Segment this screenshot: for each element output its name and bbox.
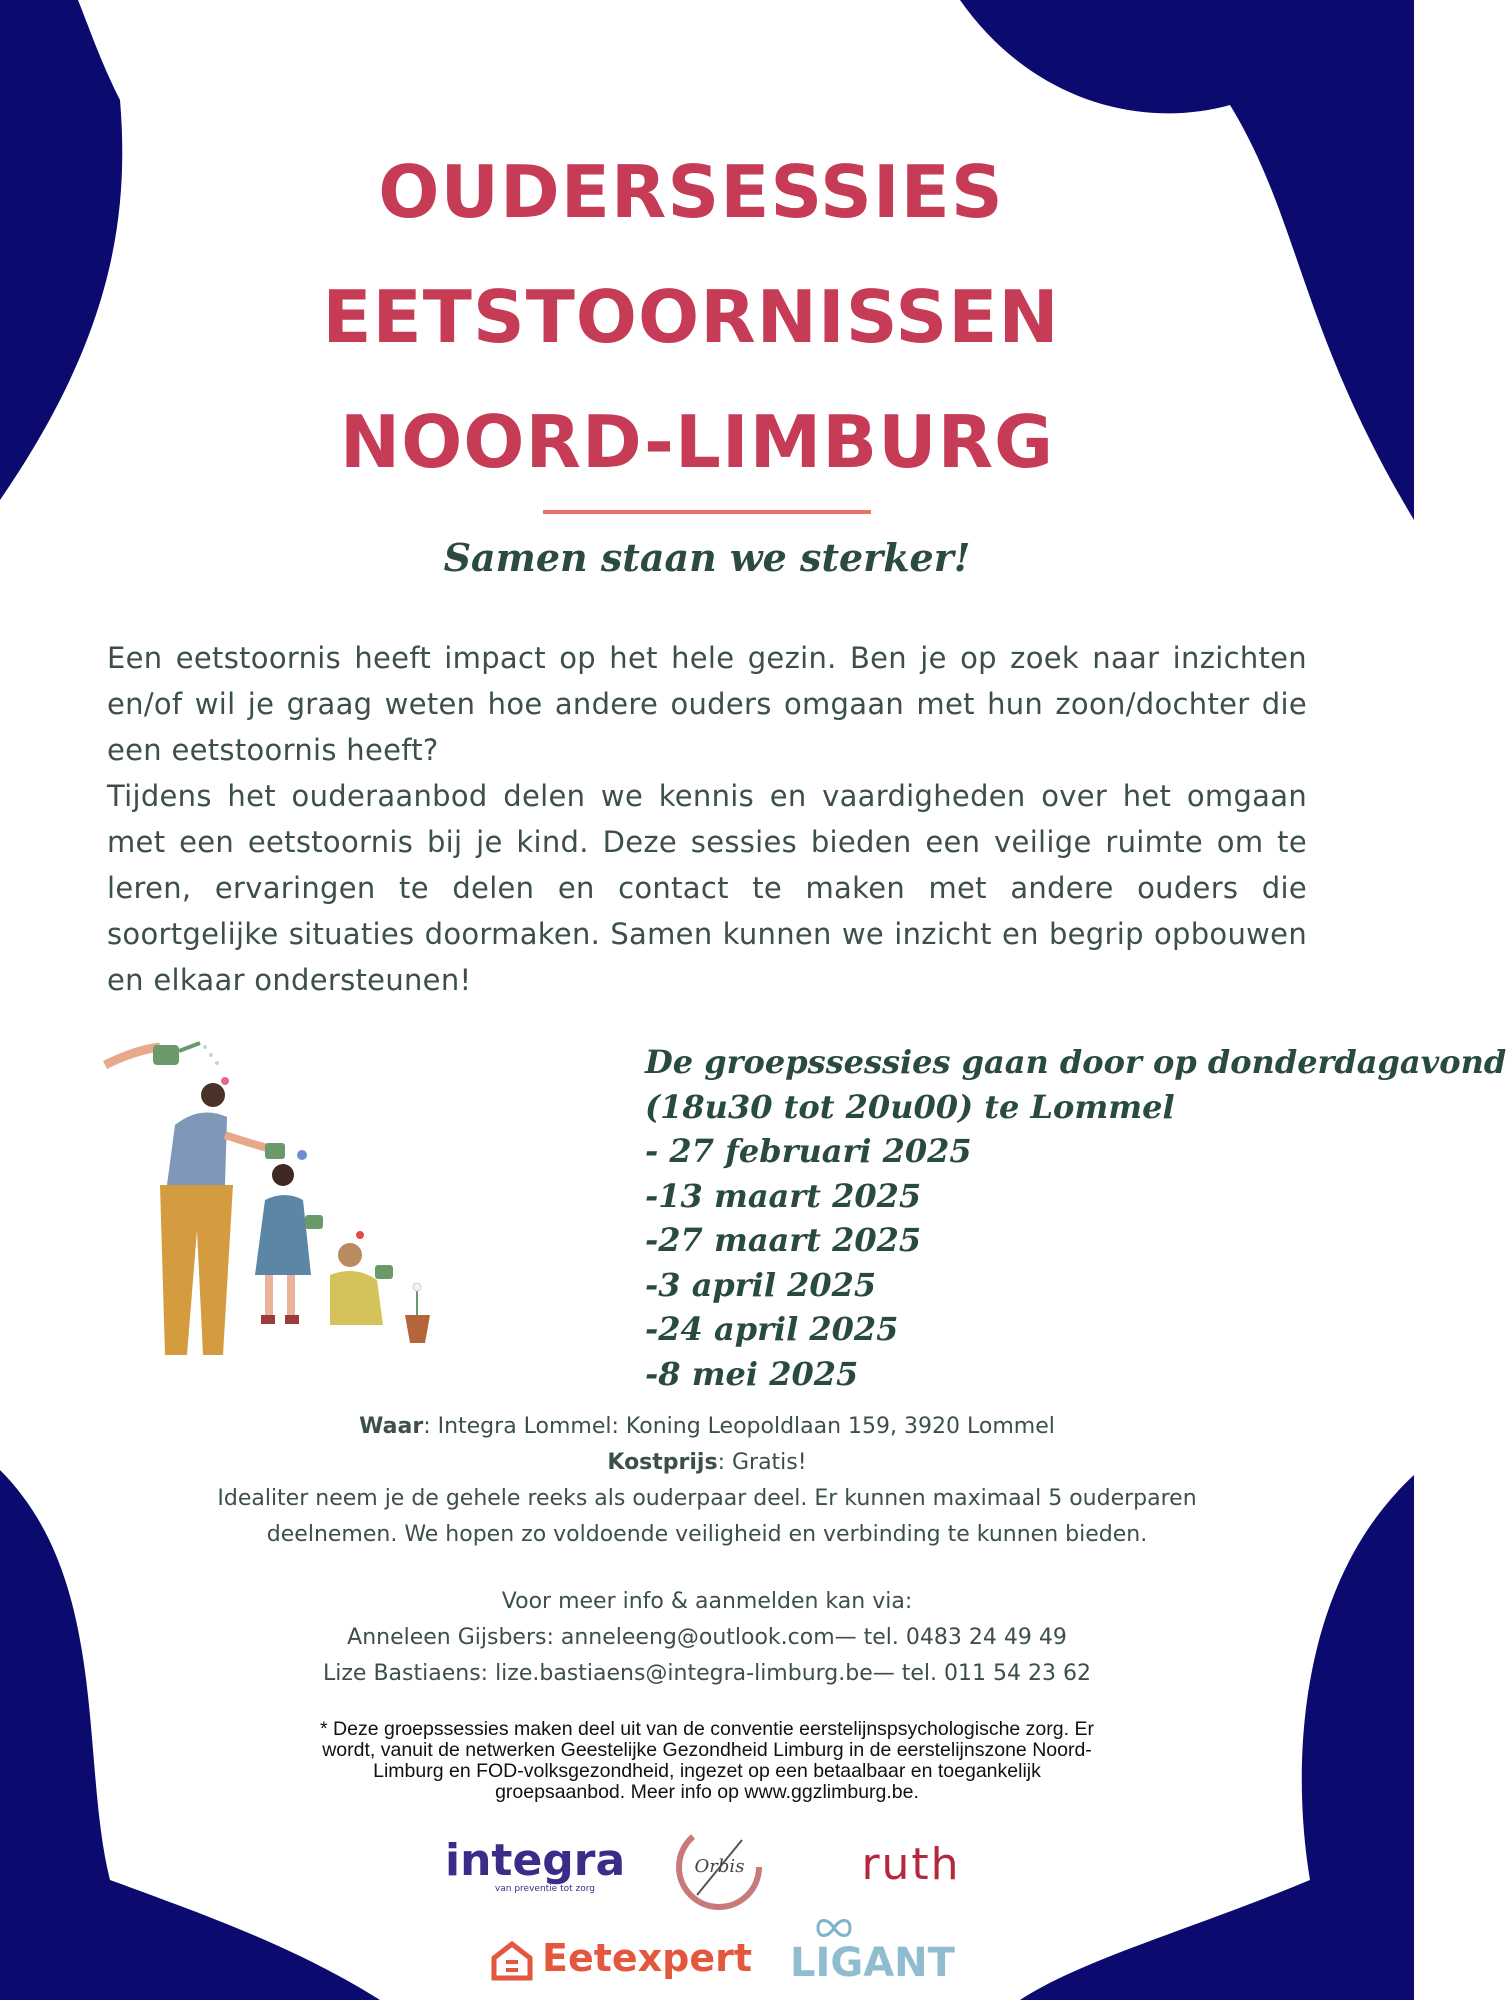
ligant-logo <box>790 1918 955 1990</box>
title-line-3: NOORD-LIMBURG <box>339 400 1055 484</box>
ruth-logo-text: ruth <box>861 1839 961 1890</box>
session-date: -24 april 2025 <box>645 1310 899 1348</box>
eetexpert-logo <box>490 1930 753 1990</box>
location-row <box>0 1409 1414 1445</box>
contact-info <box>0 1584 1414 1692</box>
title-line-2: EETSTOORNISSEN <box>322 275 1060 359</box>
footnote-line-4: groepsaanbod. Meer info op www.ggzlimburg.be. <box>495 1781 919 1803</box>
intro-text <box>107 635 1307 1003</box>
session-date: -8 mei 2025 <box>645 1354 859 1393</box>
house-icon <box>490 1938 534 1982</box>
cost-row <box>0 1445 1414 1481</box>
contact-intro: Voor meer info & aanmelden kan via: <box>501 1589 913 1614</box>
contact-person-2: Lize Bastiaens: lize.bastiaens@integra-limburg.be— tel. 011 54 23 62 <box>323 1661 1091 1686</box>
title-line-1: OUDERSESSIES <box>378 150 1004 234</box>
intro-paragraph-1: Een eetstoornis heeft impact op het hele gezin. Ben je op zoek naar inzichten en/of wil je graag weten hoe andere ouders omgaan met hun zoon/dochter die een eetstoornis heeft? <box>107 641 1307 767</box>
orbis-logo-text: Orbis <box>694 1856 745 1877</box>
footnote-line-1: * Deze groepssessies maken deel uit van de conventie eerstelijnspsychologische zorg. Er <box>320 1718 1094 1740</box>
session-date: -3 april 2025 <box>645 1265 877 1304</box>
orbis-logo <box>672 1820 767 1915</box>
footnote-line-3: Limburg en FOD-volksgezondheid, ingezet op een betaalbaar en toegankelijk <box>373 1760 1041 1782</box>
session-date: - 27 februari 2025 <box>645 1132 972 1170</box>
sessions-heading-line-2: (18u30 tot 20u00) te Lommel <box>645 1087 1175 1126</box>
family-watering-illustration <box>105 1025 455 1365</box>
ruth-logo <box>855 1835 967 1903</box>
title-divider <box>543 510 871 514</box>
subtitle: Samen staan we sterker! <box>443 535 971 580</box>
participation-note-line-2: deelnemen. We hopen zo voldoende veiligheid en verbinding te kunnen bieden. <box>266 1522 1148 1547</box>
cost-label: Kostprijs <box>607 1450 718 1475</box>
infinity-icon <box>814 1918 854 1938</box>
integra-logo-text: integra <box>445 1835 626 1886</box>
cost-value: : Gratis! <box>717 1450 807 1475</box>
contact-person-1: Anneleen Gijsbers: anneleeng@outlook.com— tel. 0483 24 49 49 <box>347 1625 1067 1650</box>
session-schedule <box>645 1040 1506 1396</box>
footnote <box>240 1719 1174 1803</box>
footnote-line-2: wordt, vanuit de netwerken Geestelijke Gezondheid Limburg in de eerstelijnszone Noord- <box>322 1739 1092 1761</box>
intro-paragraph-2: Tijdens het ouderaanbod delen we kennis en vaardigheden over het omgaan met een eetstoornis bij je kind. Deze sessies bieden een veilige ruimte om te leren, ervaringen te delen en contact te maken met andere ouders die soortgelijke situaties doormaken. Samen kunnen we inzicht en begrip opbouwen en elkaar ondersteunen! <box>107 779 1307 997</box>
integra-tagline: van preventie tot zorg <box>494 1884 595 1894</box>
integra-logo <box>445 1835 626 1898</box>
eetexpert-logo-text: Eetexpert <box>542 1936 753 1980</box>
participation-note-line-1: Idealiter neem je de gehele reeks als ouderpaar deel. Er kunnen maximaal 5 ouderparen <box>217 1486 1197 1511</box>
session-date: -27 maart 2025 <box>645 1221 922 1259</box>
ligant-logo-text: LIGANT <box>790 1940 955 1986</box>
practical-info <box>0 1409 1414 1553</box>
location-label: Waar <box>359 1414 424 1439</box>
sessions-heading-line-1: De groepssessies gaan door op donderdagavond <box>645 1043 1506 1081</box>
location-value: : Integra Lommel: Koning Leopoldlaan 159, 3920 Lommel <box>423 1414 1055 1439</box>
session-date: -13 maart 2025 <box>645 1176 922 1215</box>
